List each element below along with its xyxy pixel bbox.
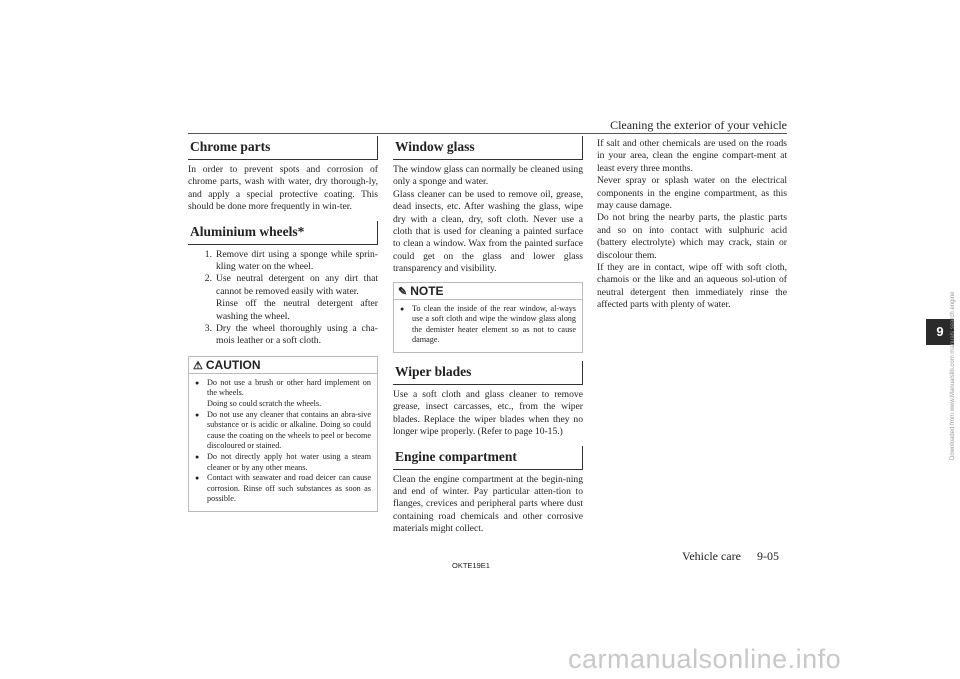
- engine-compartment-body: Clean the engine compartment at the begin-ning and end of winter. Pay particular atten-tion to flanges, crevices and peripheral parts where dust containing road chemicals and other corrosive materials might collect.: [393, 473, 583, 535]
- heading-engine-compartment: Engine compartment: [393, 446, 583, 470]
- circle-bullet-icon: ●: [195, 453, 200, 462]
- note-box: [393, 282, 583, 353]
- circle-bullet-icon: ●: [400, 304, 405, 313]
- chapter-tab: 9: [926, 319, 954, 345]
- caution-list: [189, 374, 377, 511]
- window-glass-para-2: Glass cleaner can be used to remove oil, grease, dead insects, etc. After washing the glass, wipe dry with a clean, dry, soft cloth. Never use a cloth that is used for cleaning a painted surface to clean a window. Wax from the painted surface could get on the glass and lower glass transparency and visibility.: [393, 188, 583, 275]
- column-3: [597, 138, 787, 312]
- side-url: Downloaded from www.Manualslib.com manuals search engine: [950, 291, 956, 460]
- column-1: [188, 136, 378, 520]
- heading-aluminium-wheels: Aluminium wheels*: [188, 221, 378, 245]
- engine-para-4: If they are in contact, wipe off with soft cloth, chamois or the like and an aqueous sol-ution of neutral detergent then immediately rinse the affected parts with plenty of water.: [597, 262, 787, 311]
- aluminium-steps: [188, 249, 378, 348]
- page-number: 9-05: [757, 549, 779, 563]
- engine-para-1: If salt and other chemicals are used on the roads in your area, clean the engine compart-ment at least every three months.: [597, 138, 787, 174]
- note-pencil-icon: ✎: [398, 285, 408, 298]
- engine-para-2: Never spray or splash water on the electrical components in the engine compartment, as this may cause damage.: [597, 175, 787, 212]
- list-item: ● To clean the inside of the rear window, al-ways use a soft cloth and wipe the window glass along the demister heater element so as not to cause damage.: [400, 303, 576, 345]
- footer-code: OKTE19E1: [452, 561, 490, 570]
- engine-para-3: Do not bring the nearby parts, the plastic parts and so on into contact with sulphuric acid (battery electrolyte) which may crack, stain or discolour them.: [597, 212, 787, 261]
- note-list: [394, 300, 582, 352]
- heading-window-glass: Window glass: [393, 136, 583, 160]
- circle-bullet-icon: ●: [195, 410, 200, 419]
- window-glass-para-1: The window glass can normally be cleaned using only a sponge and water.: [393, 164, 583, 188]
- circle-bullet-icon: ●: [195, 378, 200, 387]
- list-item: ● Contact with seawater and road deicer can cause corrosion. Rinse off such substances as soon as possible.: [195, 473, 371, 504]
- list-item: ● Do not use any cleaner that contains an abra-sive substance or is acidic or alkaline. Doing so could cause the coating on the wheels to peel or become discoloured or stained.: [195, 409, 371, 451]
- list-item: 1. Remove dirt using a sponge while sprin-kling water on the wheel.: [204, 248, 378, 273]
- list-item: ● Do not use a brush or other hard implement on the wheels. Doing so could scratch the wheels.: [195, 377, 371, 409]
- heading-chrome-parts: Chrome parts: [188, 136, 378, 160]
- list-item: ● Do not directly apply hot water using a steam cleaner or by any other means.: [195, 452, 371, 472]
- running-header: Cleaning the exterior of your vehicle: [610, 118, 787, 132]
- watermark: carmanualsonline.info: [568, 644, 842, 674]
- heading-wiper-blades: Wiper blades: [393, 361, 583, 385]
- caution-box: [188, 356, 378, 512]
- note-header: ✎ NOTE: [394, 283, 582, 300]
- column-2: [393, 136, 583, 536]
- wiper-blades-body: Use a soft cloth and glass cleaner to remove grease, insect carcasses, etc., from the wiper blades. Replace the wiper blades when they no longer wipe properly. (Refer to page 10-15.): [393, 389, 583, 438]
- header-rule: [188, 133, 787, 134]
- chrome-parts-body: In order to prevent spots and corrosion of chrome parts, wash with water, dry thorough-ly, and apply a special protective coating. This should be done more frequently in win-ter.: [188, 164, 378, 213]
- circle-bullet-icon: ●: [195, 474, 200, 483]
- footer-section: Vehicle care: [682, 549, 741, 563]
- caution-header: ⚠ CAUTION: [189, 357, 377, 374]
- list-item: 3. Dry the wheel thoroughly using a cha-mois leather or a soft cloth.: [204, 323, 378, 347]
- warning-triangle-icon: ⚠: [193, 359, 203, 372]
- list-item: 2. Use neutral detergent on any dirt that cannot be removed easily with water. Rinse off the neutral detergent after washing the wheel.: [204, 273, 378, 322]
